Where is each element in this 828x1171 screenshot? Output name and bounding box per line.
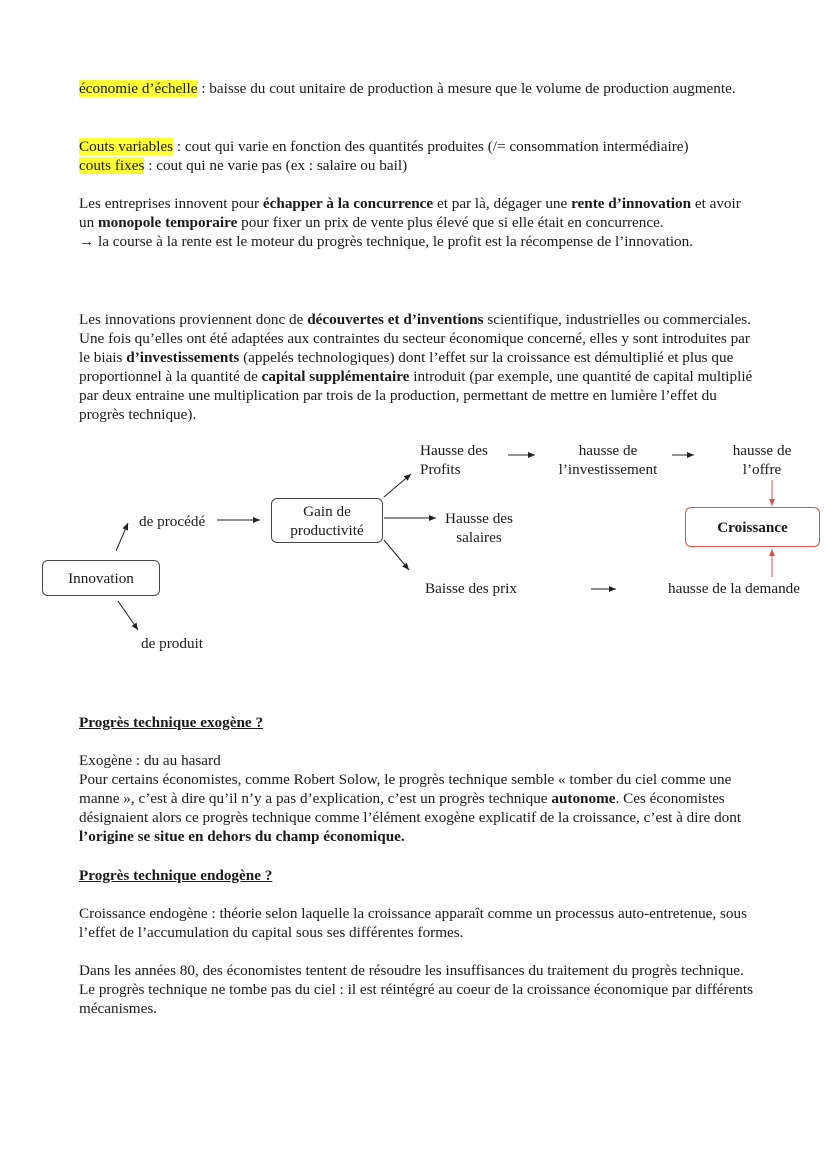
node-gain-productivite — [271, 498, 383, 543]
node-label-line2: l’offre — [742, 461, 782, 478]
node-de-produit: de produit — [141, 635, 204, 652]
endogene-definition: Croissance endogène : théorie selon laquelle la croissance apparaît comme un processus auto-entretenue, sous l’effet de l’accumulation du capital sous ses différentes formes. — [79, 905, 748, 941]
text-run: et par là, dégager une — [433, 195, 572, 212]
node-innovation — [42, 560, 160, 596]
bold-run: rente d’innovation — [571, 195, 692, 212]
exogene-definition: Exogène : du au hasard — [79, 752, 221, 769]
term-economie-echelle: économie d’échelle — [79, 80, 198, 97]
bold-run: l’origine se situe en dehors du champ économique. — [79, 828, 405, 845]
node-label: Croissance — [717, 518, 788, 536]
node-baisse-prix: Baisse des prix — [425, 580, 517, 597]
node-croissance — [685, 507, 820, 547]
bold-run: découvertes et d’inventions — [307, 311, 484, 328]
node-hausse-profits — [420, 441, 488, 479]
node-label-line2: l’investissement — [558, 461, 658, 478]
node-label-line1: Hausse des — [445, 510, 513, 527]
arrow-gain-prix — [384, 540, 409, 570]
text-run: Les entreprises innovent pour — [79, 195, 263, 212]
term-couts-fixes: couts fixes — [79, 157, 145, 174]
node-hausse-offre — [722, 441, 802, 479]
text-run: Les innovations proviennent donc de — [79, 311, 308, 328]
text-run: . Ces économistes désignaient alors ce progrès technique comme l’élément exogène explicatif de la croissance, c’est à dire dont — [79, 790, 742, 826]
text-run: pour fixer un prix de vente plus élevé que si elle était en concurrence. — [237, 214, 664, 231]
node-label-line1: Gain de — [303, 502, 351, 520]
text-run: (appelés technologiques) dont l’effet sur la croissance est démultiplié et plus que proportionnel à la quantité de — [79, 349, 734, 385]
section-endogene — [79, 866, 759, 1018]
node-label-line2: productivité — [290, 521, 364, 539]
bold-run: capital supplémentaire — [261, 368, 410, 385]
bold-run: monopole temporaire — [97, 214, 238, 231]
section-heading: Progrès technique exogène ? — [79, 714, 264, 731]
paragraph-conclusion: → la course à la rente est le moteur du progrès technique, le profit est la récompense de l’innovation. — [79, 233, 694, 250]
arrow-gain-profits — [384, 474, 411, 497]
node-label-line1: hausse de — [578, 442, 638, 459]
section-heading: Progrès technique endogène ? — [79, 867, 273, 884]
text-run: introduit (par exemple, une quantité de capital multiplié par deux entraine une multiplication par trois de la production, permettant de mettre en lumière l’effet du progrès technique). — [79, 368, 753, 423]
exogene-paragraph — [79, 770, 759, 846]
node-hausse-salaires — [440, 509, 518, 547]
node-label: Innovation — [68, 569, 134, 587]
node-de-procede: de procédé — [139, 513, 206, 530]
definition-text: : cout qui varie en fonction des quantités produites (/= consommation intermédiaire) — [173, 138, 689, 155]
node-label-line2: Profits — [420, 461, 461, 478]
text-run: et avoir un — [79, 195, 741, 231]
text-run: scientifique, industrielles ou commerciales. Une fois qu’elles ont été adaptées aux contraintes du secteur économique concerné, elles y sont introduites par le biais — [79, 311, 751, 366]
arrow-innovation-produit — [118, 601, 138, 630]
text-run: Pour certains économistes, comme Robert Solow, le progrès technique semble « tomber du ciel comme une manne », c’est à dire qu’il n’y a pas d’explication, c’est un progrès technique — [79, 771, 732, 807]
arrow-innovation-procede — [116, 523, 128, 551]
definition-text: : cout qui ne varie pas (ex : salaire ou bail) — [144, 157, 408, 174]
bold-run: échapper à la concurrence — [262, 195, 434, 212]
node-label-line1: Hausse des — [420, 442, 488, 459]
bold-run: d’investissements — [126, 349, 240, 366]
bold-run: autonome — [551, 790, 616, 807]
node-hausse-demande: hausse de la demande — [668, 580, 800, 597]
definition-text: : baisse du cout unitaire de production à mesure que le volume de production augmente. — [197, 80, 736, 97]
node-label-line1: hausse de — [732, 442, 792, 459]
node-hausse-investissement — [552, 441, 664, 479]
endogene-paragraph: Dans les années 80, des économistes tentent de résoudre les insuffisances du traitement du progrès technique. Le progrès technique ne tombe pas du ciel : il est réintégré au coeur de la croissance économique par différents mécanismes. — [79, 962, 754, 1017]
section-exogene — [79, 713, 759, 846]
term-couts-variables: Couts variables — [79, 138, 174, 155]
node-label-line2: salaires — [456, 529, 502, 546]
